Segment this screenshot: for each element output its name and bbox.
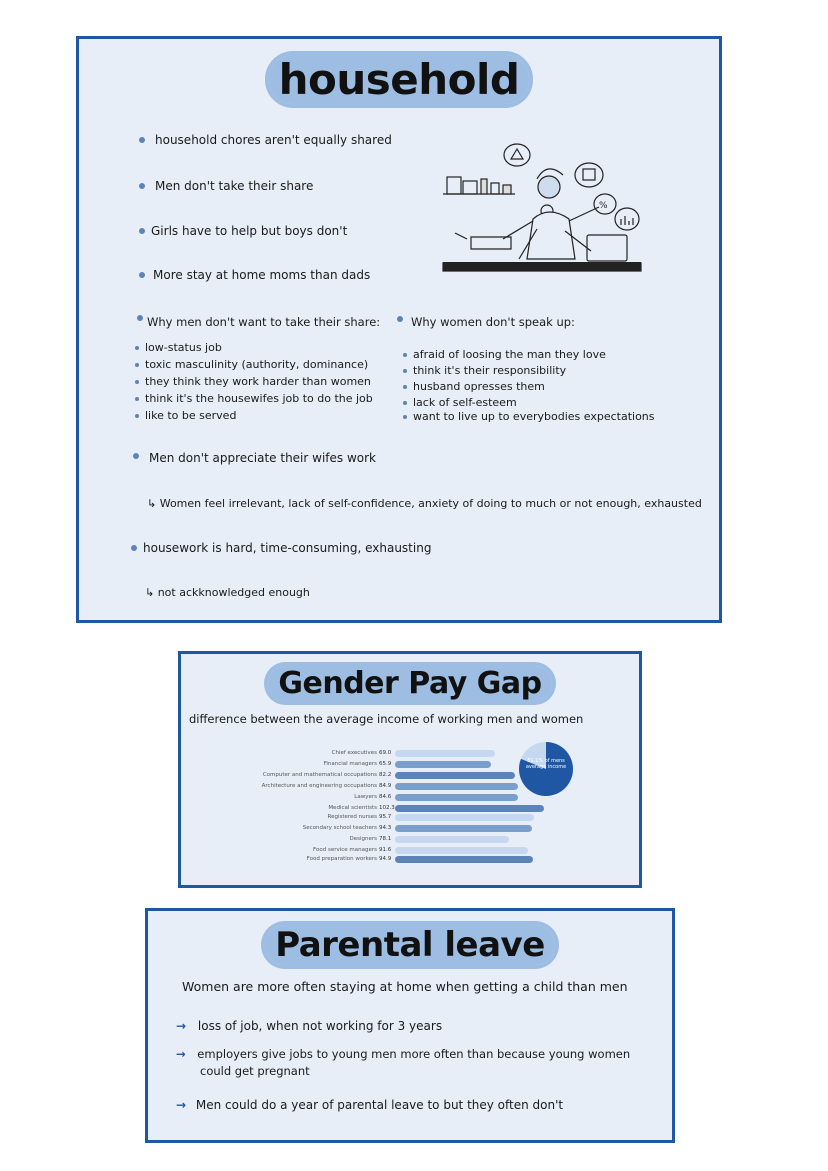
bullet-dot bbox=[403, 369, 407, 373]
arrow-icon: → bbox=[176, 1047, 186, 1061]
bar bbox=[395, 847, 528, 854]
bar bbox=[395, 825, 532, 832]
bar bbox=[395, 805, 544, 812]
bar-value-label: 95.7 bbox=[379, 814, 392, 820]
bar-value-label: 65.9 bbox=[379, 761, 392, 767]
household-bullet-3: Girls have to help but boys don't bbox=[151, 224, 348, 238]
household-bullet-2: Men don't take their share bbox=[155, 179, 314, 193]
bullet-dot bbox=[403, 415, 407, 419]
bar-category-label: Architecture and engineering occupations bbox=[261, 783, 377, 789]
bullet-dot bbox=[135, 414, 139, 418]
bar-category-label: Chief executives bbox=[331, 750, 377, 756]
bar-category-label: Designers bbox=[349, 836, 377, 842]
parental-point-2: → employers give jobs to young men more often than because young women bbox=[176, 1047, 631, 1061]
bar-category-label: Secondary school teachers bbox=[302, 825, 377, 831]
bar-value-label: 84.6 bbox=[379, 794, 392, 800]
parental-point-3: → Men could do a year of parental leave to but they often don't bbox=[176, 1098, 564, 1112]
housework-result: ↳ not ackknowledged enough bbox=[145, 586, 310, 599]
bullet-dot bbox=[135, 363, 139, 367]
bar bbox=[395, 750, 495, 757]
bullet-dot bbox=[139, 272, 145, 278]
bar-value-label: 94.9 bbox=[379, 856, 392, 862]
parental-point-1: → loss of job, when not working for 3 years bbox=[176, 1019, 443, 1033]
bar bbox=[395, 856, 533, 863]
pie-label: 81.1% of mens average income bbox=[525, 758, 567, 770]
bar bbox=[395, 761, 491, 768]
bullet-dot bbox=[137, 315, 143, 321]
bar-value-label: 102.3 bbox=[379, 805, 395, 811]
bar bbox=[395, 794, 518, 801]
bar-category-label: Food service managers bbox=[313, 847, 377, 853]
men-reason-3: they think they work harder than women bbox=[145, 375, 371, 388]
parental-leave-title: Parental leave bbox=[148, 925, 672, 965]
bar-category-label: Medical scientists bbox=[328, 805, 377, 811]
bar-value-label: 91.6 bbox=[379, 847, 392, 853]
parental-subtitle: Women are more often staying at home when getting a child than men bbox=[182, 979, 628, 994]
bullet-dot bbox=[139, 228, 145, 234]
bullet-dot bbox=[135, 380, 139, 384]
women-reason-2: think it's their responsibility bbox=[413, 364, 567, 377]
multitasking-mother-illustration bbox=[437, 139, 647, 279]
bar-category-label: Registered nurses bbox=[327, 814, 377, 820]
men-reason-4: think it's the housewifes job to do the job bbox=[145, 392, 373, 405]
bar-category-label: Food preparation workers bbox=[306, 856, 377, 862]
bar-category-label: Financial managers bbox=[323, 761, 377, 767]
household-panel bbox=[76, 36, 722, 623]
svg-text:%: % bbox=[599, 201, 608, 211]
bullet-dot bbox=[139, 137, 145, 143]
household-bullet-4: More stay at home moms than dads bbox=[153, 268, 371, 282]
bullet-dot bbox=[135, 346, 139, 350]
bar-category-label: Computer and mathematical occupations bbox=[262, 772, 377, 778]
men-reason-1: low-status job bbox=[145, 341, 222, 354]
men-reason-2: toxic masculinity (authority, dominance) bbox=[145, 358, 369, 371]
bar-value-label: 94.3 bbox=[379, 825, 392, 831]
bullet-dot bbox=[133, 453, 139, 459]
men-heading: Why men don't want to take their share: bbox=[147, 315, 381, 329]
bar bbox=[395, 814, 534, 821]
bullet-dot bbox=[139, 183, 145, 189]
bar-value-label: 82.2 bbox=[379, 772, 392, 778]
household-title: household bbox=[79, 55, 719, 104]
bar bbox=[395, 836, 509, 843]
bullet-dot bbox=[131, 545, 137, 551]
pay-gap-subtitle: difference between the average income of working men and women bbox=[189, 712, 584, 726]
arrow-icon: → bbox=[176, 1019, 187, 1033]
parental-point-2-cont: could get pregnant bbox=[200, 1064, 310, 1078]
women-reason-4: lack of self-esteem bbox=[413, 396, 517, 409]
bar bbox=[395, 783, 518, 790]
women-reason-5: want to live up to everybodies expectations bbox=[413, 410, 655, 423]
bar bbox=[395, 772, 515, 779]
appreciate-statement: Men don't appreciate their wifes work bbox=[149, 451, 377, 465]
bullet-dot bbox=[397, 316, 403, 322]
women-reason-3: husband opresses them bbox=[413, 380, 545, 393]
bullet-dot bbox=[403, 385, 407, 389]
appreciate-result: ↳ Women feel irrelevant, lack of self-confidence, anxiety of doing to much or not enough, exhausted bbox=[147, 497, 702, 510]
bullet-dot bbox=[403, 401, 407, 405]
bullet-dot bbox=[135, 397, 139, 401]
parental-leave-panel bbox=[145, 908, 675, 1143]
pay-gap-title: Gender Pay Gap bbox=[181, 666, 639, 701]
women-reason-1: afraid of loosing the man they love bbox=[413, 348, 606, 361]
bar-value-label: 69.0 bbox=[379, 750, 392, 756]
housework-statement: housework is hard, time-consuming, exhausting bbox=[143, 541, 432, 555]
bar-value-label: 84.9 bbox=[379, 783, 392, 789]
household-bullet-1: household chores aren't equally shared bbox=[155, 133, 392, 147]
bullet-dot bbox=[403, 353, 407, 357]
women-heading: Why women don't speak up: bbox=[411, 315, 575, 329]
bar-value-label: 78.1 bbox=[379, 836, 392, 842]
men-reason-5: like to be served bbox=[145, 409, 237, 422]
bar-category-label: Lawyers bbox=[354, 794, 377, 800]
arrow-icon: → bbox=[176, 1098, 187, 1112]
pay-gap-panel bbox=[178, 651, 642, 888]
